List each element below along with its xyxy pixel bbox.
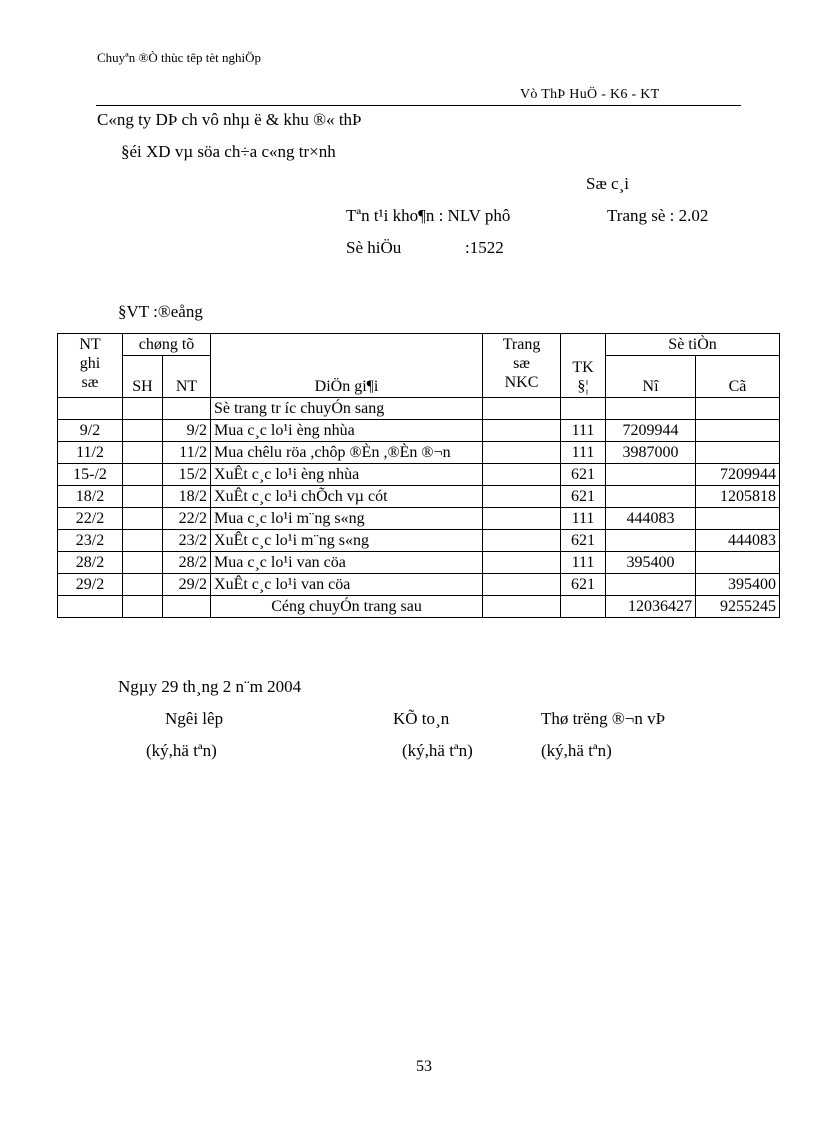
- cell-sh: [123, 486, 163, 508]
- page-number: 53: [416, 1058, 432, 1075]
- table-row: [58, 508, 780, 530]
- account-name: Tªn t¹i kho¶n : NLV phô: [346, 206, 511, 225]
- header-rule: [96, 105, 741, 106]
- header-sh: SH: [123, 356, 163, 398]
- table-row: [58, 464, 780, 486]
- cell-tk: 111: [561, 420, 606, 442]
- cell-tk: 621: [561, 530, 606, 552]
- cell-sh: [123, 420, 163, 442]
- cell: [123, 398, 163, 420]
- cell-tk: 111: [561, 552, 606, 574]
- signature-preparer-note: (ký,hä tªn): [146, 741, 217, 760]
- cell-nt: 23/2: [163, 530, 211, 552]
- cell: [696, 398, 780, 420]
- header-tk-line1: TK: [572, 359, 594, 376]
- cell-no: [606, 574, 696, 596]
- cell-nt-ghi-so: 9/2: [58, 420, 123, 442]
- total-no: 12036427: [606, 596, 696, 618]
- cell: [606, 398, 696, 420]
- ledger-page-no: Trang sè : 2.02: [607, 206, 709, 225]
- cell: [58, 398, 123, 420]
- cell-desc: Mua chêlu röa ,chôp ®Èn ,®Èn ®¬n: [211, 442, 483, 464]
- cell: [561, 596, 606, 618]
- cell-desc: XuÊt c¸c lo¹i chÕch vµ cót: [211, 486, 483, 508]
- cell-page: [483, 442, 561, 464]
- cell: [163, 398, 211, 420]
- signature-accountant-title: KÕ to¸n: [393, 709, 450, 728]
- cell-sh: [123, 552, 163, 574]
- cell-nt-ghi-so: 22/2: [58, 508, 123, 530]
- account-code-value: :1522: [465, 238, 504, 257]
- cell-tk: 621: [561, 464, 606, 486]
- cell-nt-ghi-so: 11/2: [58, 442, 123, 464]
- header-co: Cã: [696, 356, 780, 398]
- table-row: [58, 442, 780, 464]
- cell-page: [483, 464, 561, 486]
- cell-sh: [123, 530, 163, 552]
- header-no: Nî: [606, 356, 696, 398]
- running-header-title: Chuyªn ®Ò thùc têp tèt nghiÖp: [97, 50, 262, 65]
- cell-desc: Mua c¸c lo¹i èng nhùa: [211, 420, 483, 442]
- signature-head-title: Thø trëng ®¬n vÞ: [541, 709, 666, 728]
- cell-page: [483, 552, 561, 574]
- table-row: [58, 486, 780, 508]
- cell-sh: [123, 574, 163, 596]
- opening-label: Sè trang tr íc chuyÓn sang: [211, 398, 483, 420]
- total-co: 9255245: [696, 596, 780, 618]
- cell-nt: 11/2: [163, 442, 211, 464]
- header-nt: NT: [163, 356, 211, 398]
- header-dien-giai: DiÖn gi¶i: [211, 334, 483, 398]
- cell-co: [696, 442, 780, 464]
- header-trang-line2: sæ: [513, 355, 530, 372]
- signature-head-note: (ký,hä tªn): [541, 741, 612, 760]
- cell-co: 444083: [696, 530, 780, 552]
- cell-sh: [123, 464, 163, 486]
- cell-no: 3987000: [606, 442, 696, 464]
- table-row: [58, 574, 780, 596]
- running-header-author: Vò ThÞ HuÖ - K6 - KT: [520, 87, 660, 102]
- cell-no: [606, 530, 696, 552]
- cell-sh: [123, 508, 163, 530]
- cell: [561, 398, 606, 420]
- cell-desc: XuÊt c¸c lo¹i m¨ng s«ng: [211, 530, 483, 552]
- header-row-1: [58, 334, 780, 356]
- cell-desc: Mua c¸c lo¹i van cöa: [211, 552, 483, 574]
- signing-date: Ngµy 29 th¸ng 2 n¨m 2004: [118, 677, 302, 696]
- cell-co: 7209944: [696, 464, 780, 486]
- cell: [123, 596, 163, 618]
- cell-nt: 29/2: [163, 574, 211, 596]
- cell-tk: 621: [561, 486, 606, 508]
- header-nt-line2: ghi: [79, 355, 101, 372]
- cell-co: 395400: [696, 574, 780, 596]
- cell: [58, 596, 123, 618]
- cell-no: 395400: [606, 552, 696, 574]
- table-row: [58, 552, 780, 574]
- cell-desc: XuÊt c¸c lo¹i èng nhùa: [211, 464, 483, 486]
- cell-page: [483, 486, 561, 508]
- cell-nt-ghi-so: 28/2: [58, 552, 123, 574]
- header-nt-line3: sæ: [81, 374, 99, 391]
- cell-desc: Mua c¸c lo¹i m¨ng s«ng: [211, 508, 483, 530]
- table-row: [58, 420, 780, 442]
- cell-nt: 28/2: [163, 552, 211, 574]
- cell-tk: 111: [561, 442, 606, 464]
- cell-co: [696, 552, 780, 574]
- header-so-tien: Sè tiÒn: [606, 334, 780, 356]
- cell-nt: 22/2: [163, 508, 211, 530]
- cell-nt-ghi-so: 29/2: [58, 574, 123, 596]
- header-trang-line3: NKC: [504, 374, 539, 391]
- cell-nt-ghi-so: 23/2: [58, 530, 123, 552]
- signature-preparer-title: Ngêi lêp: [165, 709, 224, 728]
- total-label: Céng chuyÓn trang sau: [211, 596, 483, 618]
- cell-nt-ghi-so: 18/2: [58, 486, 123, 508]
- table-row: [58, 530, 780, 552]
- cell: [483, 596, 561, 618]
- cell-tk: 111: [561, 508, 606, 530]
- header-tk: [561, 334, 606, 398]
- header-trang-so: [483, 334, 561, 398]
- cell-nt-ghi-so: 15-/2: [58, 464, 123, 486]
- signature-accountant-note: (ký,hä tªn): [402, 741, 473, 760]
- cell-no: 444083: [606, 508, 696, 530]
- total-row: [58, 596, 780, 618]
- cell-tk: 621: [561, 574, 606, 596]
- team-name: §éi XD vµ söa ch÷a c«ng tr×nh: [121, 142, 336, 161]
- cell-sh: [123, 442, 163, 464]
- cell-page: [483, 530, 561, 552]
- cell-page: [483, 574, 561, 596]
- cell: [483, 398, 561, 420]
- header-chung-tu: chøng tõ: [123, 334, 211, 356]
- account-code-label: Sè hiÖu: [346, 238, 402, 257]
- unit-label: §VT :®eång: [118, 302, 203, 321]
- cell-nt: 18/2: [163, 486, 211, 508]
- cell-nt: 15/2: [163, 464, 211, 486]
- cell-no: [606, 486, 696, 508]
- cell-page: [483, 420, 561, 442]
- cell-co: [696, 420, 780, 442]
- cell: [163, 596, 211, 618]
- company-name: C«ng ty DÞ ch vô nhµ ë & khu ®« thÞ: [97, 110, 362, 129]
- opening-row: [58, 398, 780, 420]
- header-trang-line1: Trang: [502, 336, 541, 353]
- book-title: Sæ c¸i: [586, 174, 629, 193]
- cell-page: [483, 508, 561, 530]
- header-nt-ghi-so: [58, 334, 123, 398]
- ledger-table: [57, 333, 780, 618]
- cell-desc: XuÊt c¸c lo¹i van cöa: [211, 574, 483, 596]
- header-tk-line2: §¦: [577, 378, 589, 395]
- cell-no: 7209944: [606, 420, 696, 442]
- cell-co: 1205818: [696, 486, 780, 508]
- header-nt-line1: NT: [79, 336, 101, 353]
- cell-co: [696, 508, 780, 530]
- cell-nt: 9/2: [163, 420, 211, 442]
- cell-no: [606, 464, 696, 486]
